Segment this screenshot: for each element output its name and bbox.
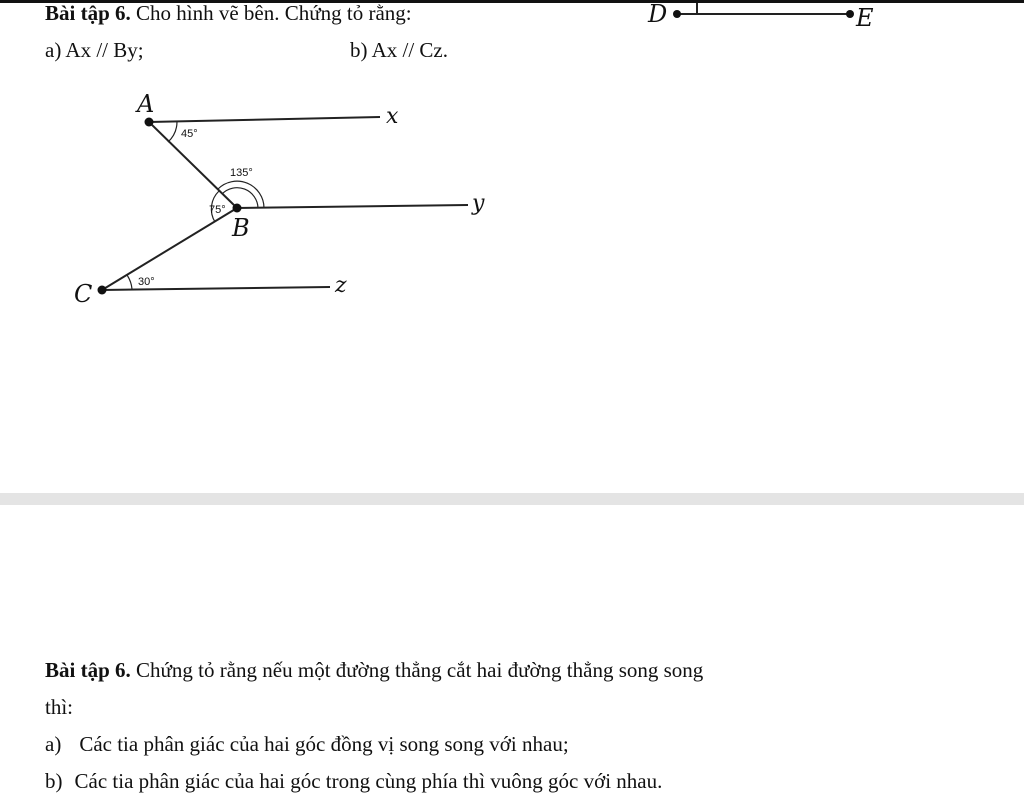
angle-label-c: 30° [138,276,155,288]
exercise-2-heading [45,660,703,681]
exercise-2-part-a-marker: a) [45,732,62,756]
angle-arc-c [127,275,132,289]
angle-label-b-upper: 135° [230,167,253,179]
exercise-2-part-b [45,771,662,792]
angle-arc-a [168,121,177,142]
exercise-1-part-b: b) Ax // Cz. [350,38,448,62]
point-d-dot [673,10,681,18]
segment-bc [102,208,237,290]
exercise-1-part-a: a) Ax // By; [45,38,144,62]
exercise-2-part-a-text: Các tia phân giác của hai góc đồng vị song song với nhau; [79,732,569,756]
page-separator [0,493,1024,505]
point-e-label: E [856,4,874,32]
ray-z-label: z [335,273,347,298]
angle-label-a: 45° [181,128,198,140]
exercise-2-part-b-marker: b) [45,769,63,793]
ray-by [237,205,468,208]
ray-ax [149,117,380,122]
point-b-label: B [232,214,250,242]
ray-y-label: y [472,191,485,216]
exercise-2-prompt: Chứng tỏ rằng nếu một đường thẳng cắt hai đường thẳng song song [130,658,704,682]
point-a-dot [145,118,154,127]
exercise-2-part-b-text: Các tia phân giác của hai góc trong cùng phía thì vuông góc với nhau. [74,769,663,793]
exercise-2-heading-cont: thì: [45,695,74,719]
point-a-label: A [137,90,155,118]
point-d-label: D [648,0,668,28]
point-e-dot [846,10,854,18]
exercise-2-part-a [45,734,569,755]
angle-label-b-lower: 75° [209,204,226,216]
point-b-dot [233,204,242,213]
exercise-2-number: Bài tập 6. [45,658,131,682]
exercise-1-prompt: Cho hình vẽ bên. Chứng tỏ rằng: [130,1,412,25]
ray-x-label: x [386,104,399,129]
exercise-1-number: Bài tập 6. [45,1,131,25]
point-c-dot [98,286,107,295]
point-c-label: C [74,280,93,308]
ray-cz [102,287,330,290]
